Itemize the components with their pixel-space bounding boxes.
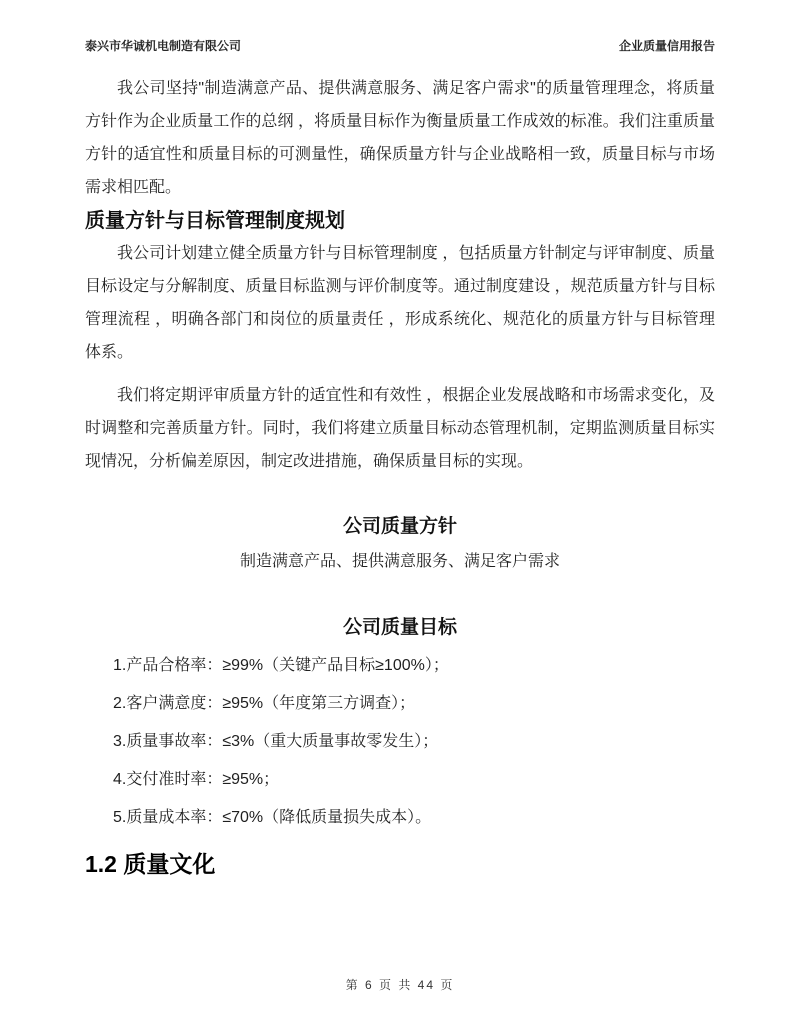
chapter-heading-quality-culture: 1.2 质量文化 bbox=[85, 851, 216, 877]
section-heading-policy-goal-management: 质量方针与目标管理制度规划 bbox=[85, 210, 345, 232]
header-report-title: 企业质量信用报告 bbox=[618, 39, 715, 53]
quality-policy-title: 公司质量方针 bbox=[342, 516, 457, 537]
page-footer bbox=[0, 976, 800, 993]
goal-item-on-time-delivery: 4.交付准时率：≥95%； bbox=[113, 771, 280, 788]
goal-item-pass-rate: 1.产品合格率：≥99%（关键产品目标≥100%）； bbox=[113, 657, 449, 674]
goal-item-quality-cost-rate: 5.质量成本率：≤70%（降低质量损失成本）。 bbox=[113, 809, 432, 826]
quality-goals-title: 公司质量目标 bbox=[342, 617, 457, 638]
quality-policy-content: 制造满意产品、提供满意服务、满足客户需求 bbox=[239, 553, 560, 570]
page-number: 第 6 页 共 44 页 bbox=[345, 978, 455, 992]
goal-item-quality-incident-rate: 3.质量事故率：≤3%（重大质量事故零发生）； bbox=[113, 733, 439, 750]
paragraph-periodic-review: 我们将定期评审质量方针的适宜性和有效性 ，根据企业发展战略和市场需求变化，及时调整和完善质量方针。同时，我们将建立质量目标动态管理机制，定期监测质量目标实现情况，分析偏差原因，制定改进措施，确保质量目标的实现。 bbox=[85, 387, 715, 470]
goal-item-customer-satisfaction: 2.客户满意度：≥95%（年度第三方调查）； bbox=[113, 695, 416, 712]
paragraph-quality-policy-intro: 我公司坚持"制造满意产品、提供满意服务、满足客户需求"的质量管理理念，将质量方针作为企业质量工作的总纲 ，将质量目标作为衡量质量工作成效的标准。我们注重质量方针的适宜性和质量目标的可测量性，确保质量方针与企业战略相一致，质量目标与市场需求相匹配。 bbox=[85, 80, 715, 196]
header-company-name: 泰兴市华诚机电制造有限公司 bbox=[85, 39, 242, 53]
paragraph-system-plan: 我公司计划建立健全质量方针与目标管理制度 ，包括质量方针制定与评审制度、质量目标设定与分解制度、质量目标监测与评价制度等。通过制度建设 ，规范质量方针与目标管理流程 ，明确各部门和岗位的质量责任 ，形成系统化、规范化的质量方针与目标管理体系。 bbox=[85, 245, 715, 361]
page-header bbox=[0, 0, 800, 52]
page-content bbox=[0, 72, 800, 879]
